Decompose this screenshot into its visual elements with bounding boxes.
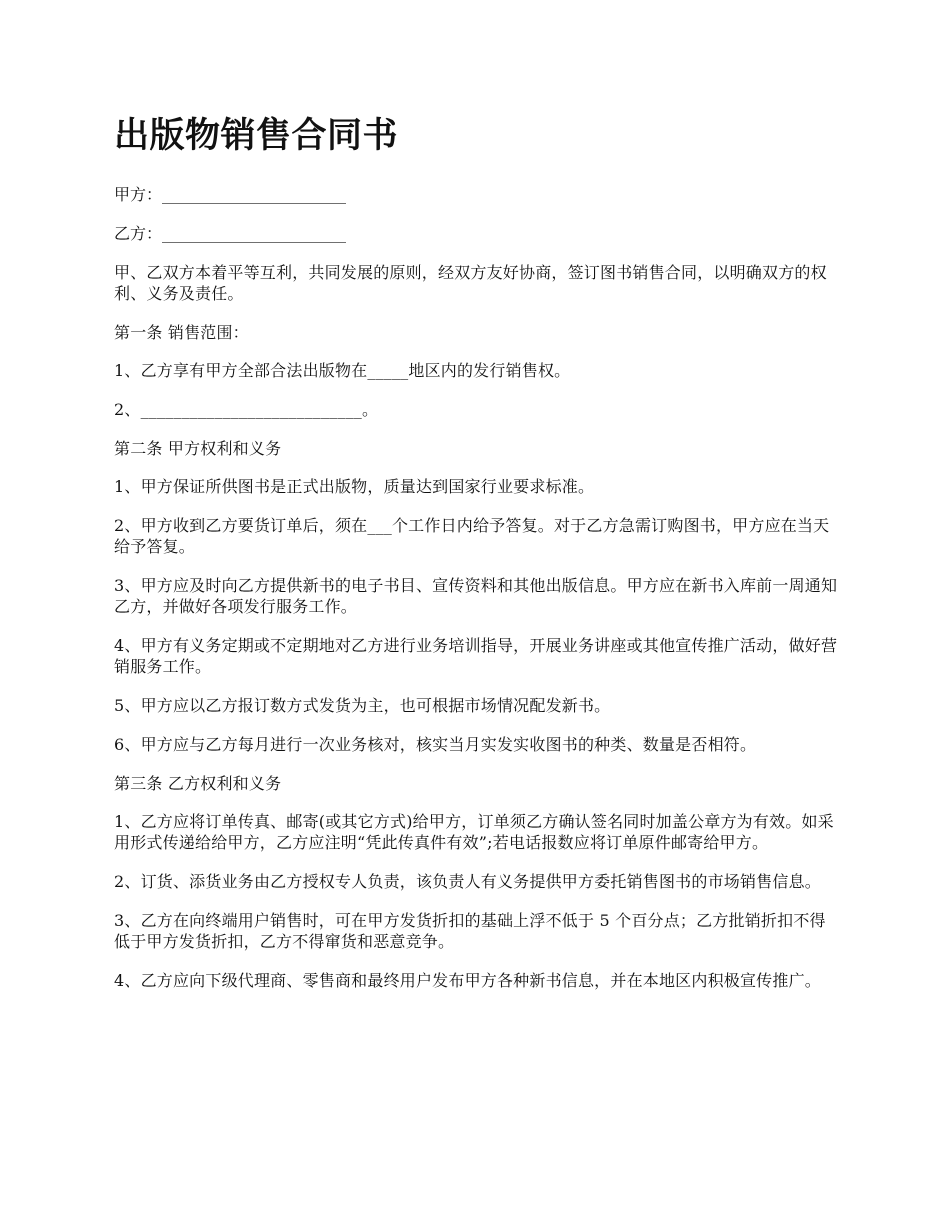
document-title: 出版物销售合同书 [114,115,399,156]
party-a-line: 甲方：_______________________ [114,185,347,204]
clause-item: 6、甲方应与乙方每月进行一次业务核对，核实当月实发实收图书的种类、数量是否相符。 [114,735,757,754]
clause-item: 2、___________________________。 [114,400,379,419]
section-party-a-rights-obligations [114,438,840,755]
party-b-line: 乙方：_______________________ [114,224,347,243]
clause-item: 1、乙方享有甲方全部合法出版物在_____地区内的发行销售权。 [114,361,571,380]
contract-intro: 甲、乙双方本着平等互利，共同发展的原则，经双方友好协商，签订图书销售合同，以明确双方的权利、义务及责任。 [114,263,827,303]
clause-item: 5、甲方应以乙方报订数方式发货为主，也可根据市场情况配发新书。 [114,696,611,715]
clause-item: 4、甲方有义务定期或不定期地对乙方进行业务培训指导，开展业务讲座或其他宣传推广活动，做好营销服务工作。 [114,636,838,676]
section-sales-scope [114,322,840,420]
clause-item: 2、订货、添货业务由乙方授权专人负责，该负责人有义务提供甲方委托销售图书的市场销售信息。 [114,872,821,891]
clause-item: 3、乙方在向终端用户销售时，可在甲方发货折扣的基础上浮不低于 5 个百分点；乙方批销折扣不得低于甲方发货折扣，乙方不得窜货和恶意竞争。 [114,911,826,951]
section-heading: 第三条 乙方权利和义务 [114,774,282,793]
clause-item: 3、甲方应及时向乙方提供新书的电子书目、宣传资料和其他出版信息。甲方应在新书入库前一周通知乙方，并做好各项发行服务工作。 [114,576,838,616]
section-party-b-rights-obligations [114,773,840,991]
clause-item: 1、乙方应将订单传真、邮寄(或其它方式)给甲方，订单须乙方确认签名同时加盖公章方为有效。如采用形式传递给给甲方，乙方应注明“凭此传真件有效”;若电话报数应将订单原件邮寄给甲方。 [114,812,834,852]
clause-item: 4、乙方应向下级代理商、零售商和最终用户发布甲方各种新书信息，并在本地区内积极宣传推广。 [114,971,821,990]
section-heading: 第二条 甲方权利和义务 [114,439,282,458]
clause-item: 2、甲方收到乙方要货订单后，须在___个工作日内给予答复。对于乙方急需订购图书，甲方应在当天给予答复。 [114,516,830,556]
clause-item: 1、甲方保证所供图书是正式出版物，质量达到国家行业要求标准。 [114,477,595,496]
section-heading: 第一条 销售范围： [114,323,249,342]
